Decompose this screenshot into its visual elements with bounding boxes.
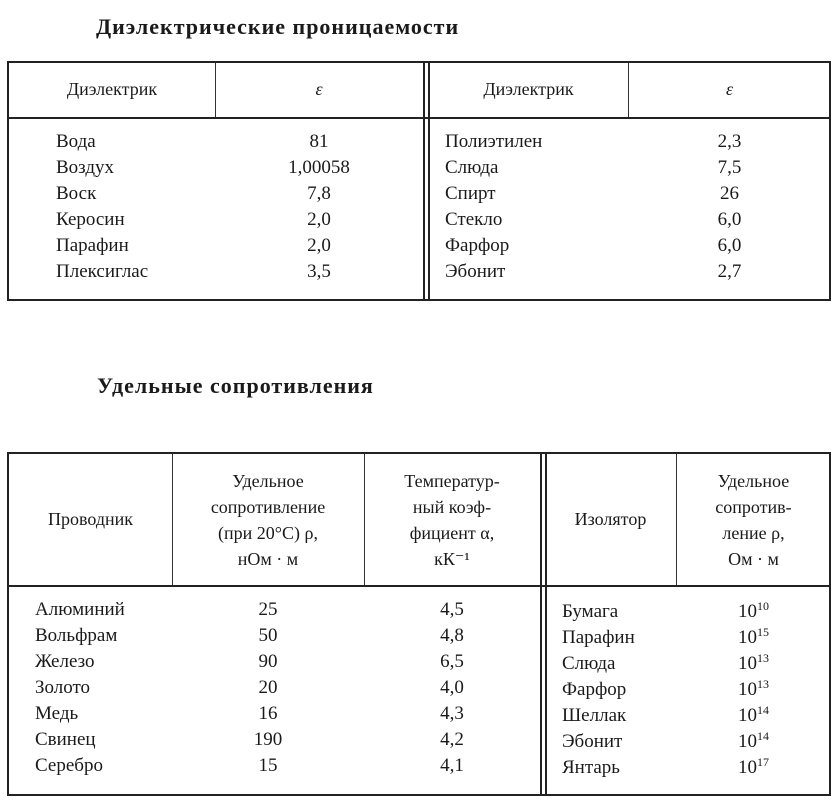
power-exponent: 10 <box>757 599 769 613</box>
power-exponent: 17 <box>757 755 769 769</box>
alpha-value: 4,2 <box>440 729 464 750</box>
insulator-name: Фарфор <box>562 679 627 700</box>
header-divider <box>9 585 829 587</box>
eps-value: 2,7 <box>717 261 742 282</box>
header-line: Удельное <box>232 471 304 491</box>
header-conductor: Проводник <box>47 509 134 529</box>
material-name: Спирт <box>445 183 496 204</box>
ins-rho-value <box>676 755 831 781</box>
power-exponent: 14 <box>757 729 769 743</box>
power-exponent: 15 <box>757 625 769 639</box>
resistivity-title: Удельные сопротивления <box>97 373 374 398</box>
header-line: кК⁻¹ <box>434 549 470 569</box>
alpha-value: 4,1 <box>440 755 464 776</box>
alpha-value: 4,5 <box>440 599 464 620</box>
insulator-name: Эбонит <box>562 731 623 752</box>
alpha-value: 4,8 <box>440 625 464 646</box>
header-line: Ом · м <box>728 549 779 569</box>
header-line: сопротивление <box>210 497 326 517</box>
header-line: Удельное <box>717 471 790 491</box>
header-material-right: Диэлектрик <box>483 79 574 99</box>
eps-value: 6,0 <box>717 235 742 256</box>
eps-value: 2,0 <box>307 209 331 230</box>
insulator-name: Шеллак <box>562 705 627 726</box>
header-divider <box>9 117 829 119</box>
material-name: Фарфор <box>445 235 510 256</box>
header-insulator: Изолятор <box>574 509 647 529</box>
alpha-value: 4,0 <box>440 677 464 698</box>
rho-value: 20 <box>258 677 278 698</box>
header-eps-right: ε <box>725 79 734 99</box>
rho-value: 90 <box>258 651 278 672</box>
ins-rho-value <box>676 677 831 703</box>
material-name: Эбонит <box>445 261 506 282</box>
ins-rho-value <box>676 599 831 625</box>
ins-rho-value <box>676 651 831 677</box>
power-base: 10 <box>738 627 757 648</box>
header-material-left: Диэлектрик <box>66 79 158 99</box>
power-base: 10 <box>738 601 757 622</box>
material-name: Воздух <box>56 157 115 178</box>
header-resistivity <box>172 468 364 572</box>
eps-value: 2,0 <box>307 235 331 256</box>
material-name: Вода <box>56 131 96 152</box>
rho-value: 15 <box>258 755 278 776</box>
double-divider <box>540 454 547 794</box>
ins-rho-value <box>676 729 831 755</box>
power-exponent: 13 <box>757 651 769 665</box>
header-temp-coef <box>364 468 540 572</box>
rho-value: 50 <box>258 625 278 646</box>
material-name: Воск <box>56 183 97 204</box>
material-name: Полиэтилен <box>445 131 543 152</box>
power-base: 10 <box>738 705 757 726</box>
alpha-value: 4,3 <box>440 703 464 724</box>
power-exponent: 14 <box>757 703 769 717</box>
dielectric-title: Диэлектрические проницаемости <box>96 14 460 39</box>
header-line: сопротив- <box>715 497 792 517</box>
rho-value: 190 <box>253 729 283 750</box>
material-name: Керосин <box>56 209 125 230</box>
ins-rho-value <box>676 625 831 651</box>
eps-value: 6,0 <box>717 209 742 230</box>
material-name: Плексиглас <box>56 261 149 282</box>
material-name: Стекло <box>445 209 503 230</box>
header-line: Температур- <box>404 471 500 491</box>
conductor-name: Железо <box>35 651 95 672</box>
header-line: фициент α, <box>409 523 495 543</box>
insulator-name: Янтарь <box>562 757 620 778</box>
header-line: ление ρ, <box>722 523 785 543</box>
header-ins-resistivity <box>676 468 831 572</box>
eps-value: 81 <box>309 131 329 152</box>
eps-value: 7,5 <box>717 157 742 178</box>
eps-value: 3,5 <box>307 261 331 282</box>
rho-value: 25 <box>258 599 278 620</box>
dielectric-table <box>7 61 831 301</box>
alpha-value: 6,5 <box>440 651 464 672</box>
conductor-name: Медь <box>35 703 79 724</box>
conductor-name: Вольфрам <box>35 625 118 646</box>
conductor-name: Золото <box>35 677 91 698</box>
conductor-name: Свинец <box>35 729 96 750</box>
eps-value: 2,3 <box>717 131 742 152</box>
header-line: ный коэф- <box>412 497 492 517</box>
rho-value: 16 <box>258 703 278 724</box>
eps-value: 1,00058 <box>288 157 350 178</box>
ins-rho-value <box>676 703 831 729</box>
eps-value: 7,8 <box>307 183 331 204</box>
header-line: (при 20°С) ρ, <box>218 523 318 543</box>
insulator-name: Бумага <box>562 601 619 622</box>
resistivity-table <box>7 452 831 796</box>
insulator-name: Парафин <box>562 627 635 648</box>
header-line: нОм · м <box>237 549 299 569</box>
insulator-name: Слюда <box>562 653 616 674</box>
material-name: Слюда <box>445 157 499 178</box>
power-base: 10 <box>738 757 757 778</box>
power-base: 10 <box>738 679 757 700</box>
material-name: Парафин <box>56 235 129 256</box>
power-base: 10 <box>738 653 757 674</box>
power-base: 10 <box>738 731 757 752</box>
eps-value: 26 <box>720 183 739 204</box>
conductor-name: Алюминий <box>35 599 125 620</box>
conductor-name: Серебро <box>35 755 103 776</box>
power-exponent: 13 <box>757 677 769 691</box>
header-eps-left: ε <box>315 79 323 99</box>
